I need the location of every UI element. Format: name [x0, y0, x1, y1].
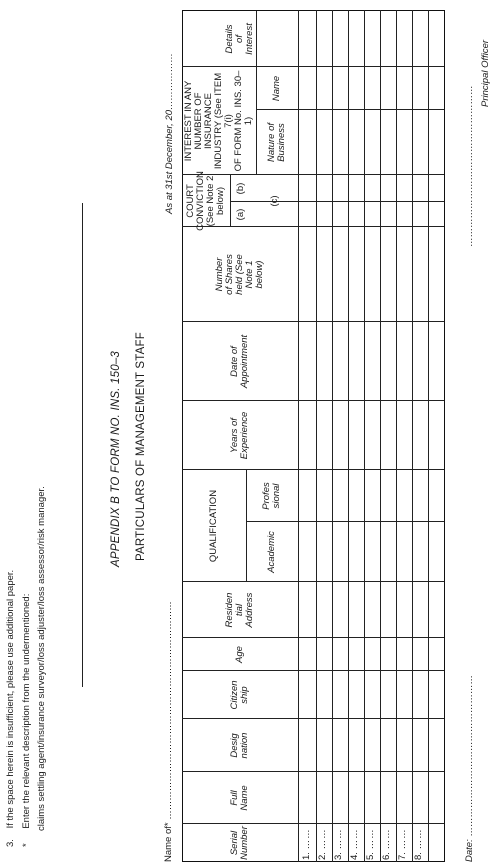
header-court-conviction: COURT CONVICTION (See Note 2 below) [185, 171, 226, 231]
table-row-7: 7. …… [397, 828, 408, 860]
header-academic: Academic [266, 531, 277, 573]
header-date-appointment: Date of Appointment [229, 334, 250, 389]
note-3-marker: 3. [5, 839, 16, 847]
name-of-line [163, 601, 174, 862]
header-designation: Desig nation [229, 732, 250, 759]
header-professional: Profes sional [261, 482, 282, 510]
name-of-dots: …………………………………………………………… [163, 601, 174, 820]
header-citizenship: Citizen ship [229, 680, 250, 710]
header-qualification: QUALIFICATION [208, 489, 219, 563]
table-row-2: 2. …… [317, 828, 328, 860]
separator-line [82, 203, 83, 687]
principal-officer-label: Principal Officer [480, 39, 491, 107]
header-serial-number: Serial Number [229, 826, 250, 860]
header-interest-name: Name [271, 75, 282, 102]
signature-dots: …………………………………………… [464, 85, 475, 247]
header-details-of-interest: Details of Interest [224, 23, 255, 55]
header-interest-in-insurance: INTEREST IN ANY NUMBER OF INSURANCE INDUSTRY (See ITEM 7(i) OF FORM No. INS. 30–1) [183, 70, 254, 172]
table-row-8: 8. …… [413, 828, 424, 860]
header-number-of-shares: Number of Shares held (See Note 1 below) [214, 254, 265, 295]
header-court-a: (a) [235, 208, 246, 221]
as-at-label: As at 31st December, 20……………… [164, 52, 175, 214]
table-row-4: 4. …… [349, 828, 360, 860]
note-star-text: Enter the relevant description from the undermentioned: [21, 593, 32, 829]
note-star [21, 594, 32, 847]
page-heading: PARTICULARS OF MANAGEMENT STAFF [135, 332, 147, 561]
note-star-subtext: claims settling agent/insurance surveyor/loss adjuster/loss assessor/risk manager. [36, 486, 47, 831]
header-nature-of-business: Nature of Business [266, 122, 287, 163]
appendix-title: APPENDIX B TO FORM NO. INS. 150–3 [110, 350, 122, 567]
header-full-name: Full Name [229, 785, 250, 811]
header-age: Age [234, 646, 245, 663]
note-star-marker: * [21, 843, 32, 847]
note-3-text: If the space herein is insufficient, please use additional paper. [5, 569, 16, 829]
header-years-experience: Years of Experience [229, 411, 250, 460]
header-court-b: (b) [235, 182, 246, 195]
table-row-1: 1. …… [301, 828, 312, 860]
header-court-c: (c) [269, 195, 280, 207]
date-label: Date: [464, 839, 475, 862]
table-row-5: 5. …… [365, 828, 376, 860]
note-3 [5, 570, 16, 847]
table-row-6: 6. …… [381, 828, 392, 860]
name-of-label: Name of* [163, 822, 174, 862]
date-dots: …………………………………………… [464, 675, 475, 837]
date-line [464, 675, 475, 862]
table-row-3: 3. …… [333, 828, 344, 860]
header-residential-address: Residen tial Address [224, 592, 255, 628]
